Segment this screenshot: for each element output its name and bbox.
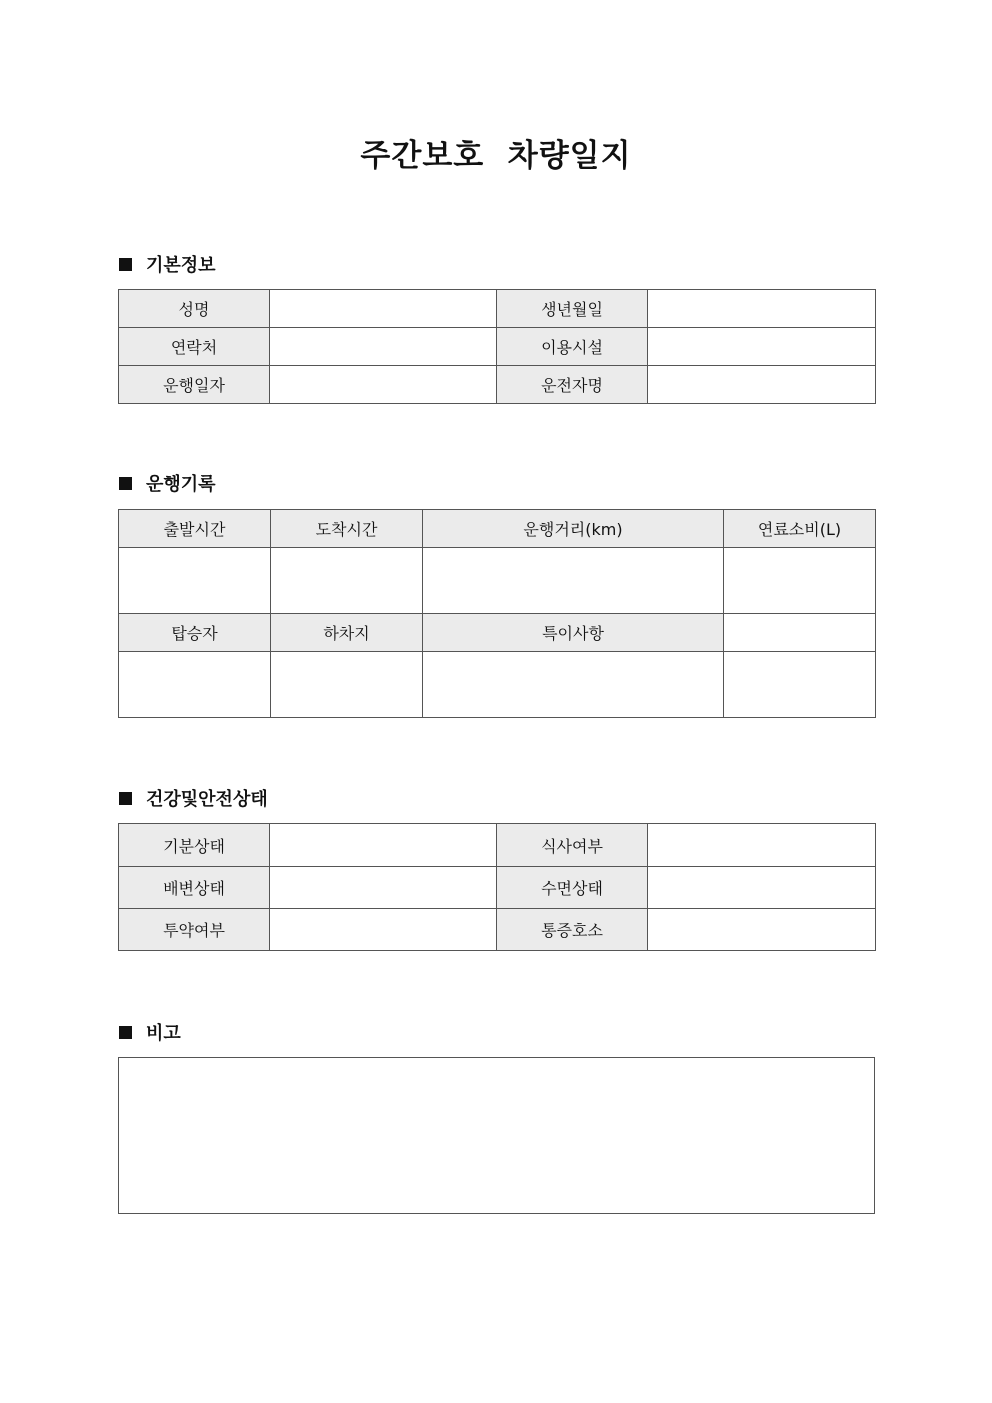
distance-field[interactable] — [423, 548, 724, 614]
section-heading-label: 기본정보 — [146, 255, 216, 276]
sleep-field[interactable] — [648, 867, 876, 909]
driver-name-field[interactable] — [648, 366, 876, 404]
birthdate-field[interactable] — [648, 290, 876, 328]
filled-square-icon — [119, 792, 132, 805]
filled-square-icon — [119, 258, 132, 271]
label-driver-name: 운전자명 — [497, 366, 648, 404]
table-row — [119, 548, 876, 614]
label-sleep: 수면상태 — [497, 867, 648, 909]
label-dropoff: 하차지 — [271, 614, 423, 652]
fuel-field[interactable] — [724, 548, 876, 614]
section-heading-remarks — [119, 1019, 181, 1045]
label-fuel: 연료소비(L) — [724, 510, 876, 548]
notes-field[interactable] — [423, 652, 724, 718]
table-row — [119, 867, 876, 909]
driving-record-table — [118, 509, 876, 718]
table-row — [119, 366, 876, 404]
section-heading-label: 운행기록 — [146, 474, 216, 495]
label-arrival-time: 도착시간 — [271, 510, 423, 548]
label-pain: 통증호소 — [497, 909, 648, 951]
page-title: 주간보호 차량일지 — [360, 138, 632, 174]
label-distance: 운행거리(km) — [423, 510, 724, 548]
section-heading-driving-record — [119, 470, 216, 496]
label-name: 성명 — [119, 290, 270, 328]
table-row — [119, 510, 876, 548]
remarks-field[interactable] — [118, 1057, 875, 1214]
health-safety-table — [118, 823, 876, 951]
label-passenger: 탑승자 — [119, 614, 271, 652]
label-contact: 연락처 — [119, 328, 270, 366]
contact-field[interactable] — [270, 328, 497, 366]
pain-field[interactable] — [648, 909, 876, 951]
section-heading-basic-info — [119, 251, 216, 277]
label-medication: 투약여부 — [119, 909, 270, 951]
section-heading-health-safety — [119, 785, 268, 811]
table-row — [119, 614, 876, 652]
label-notes: 특이사항 — [423, 614, 724, 652]
section-heading-label: 비고 — [146, 1023, 181, 1044]
medication-field[interactable] — [270, 909, 497, 951]
label-bowel: 배변상태 — [119, 867, 270, 909]
filled-square-icon — [119, 1026, 132, 1039]
label-facility: 이용시설 — [497, 328, 648, 366]
facility-field[interactable] — [648, 328, 876, 366]
table-row — [119, 290, 876, 328]
table-row — [119, 909, 876, 951]
mood-field[interactable] — [270, 824, 497, 867]
label-departure-time: 출발시간 — [119, 510, 271, 548]
filled-square-icon — [119, 477, 132, 490]
passenger-field[interactable] — [119, 652, 271, 718]
section-heading-label: 건강및안전상태 — [146, 789, 268, 810]
bowel-field[interactable] — [270, 867, 497, 909]
label-meal: 식사여부 — [497, 824, 648, 867]
label-drive-date: 운행일자 — [119, 366, 270, 404]
label-birthdate: 생년월일 — [497, 290, 648, 328]
meal-field[interactable] — [648, 824, 876, 867]
extra-field[interactable] — [724, 614, 876, 652]
table-row — [119, 824, 876, 867]
departure-time-field[interactable] — [119, 548, 271, 614]
dropoff-field[interactable] — [271, 652, 423, 718]
drive-date-field[interactable] — [270, 366, 497, 404]
table-row — [119, 652, 876, 718]
basic-info-table — [118, 289, 876, 404]
table-row — [119, 328, 876, 366]
label-mood: 기분상태 — [119, 824, 270, 867]
name-field[interactable] — [270, 290, 497, 328]
arrival-time-field[interactable] — [271, 548, 423, 614]
extra-field[interactable] — [724, 652, 876, 718]
